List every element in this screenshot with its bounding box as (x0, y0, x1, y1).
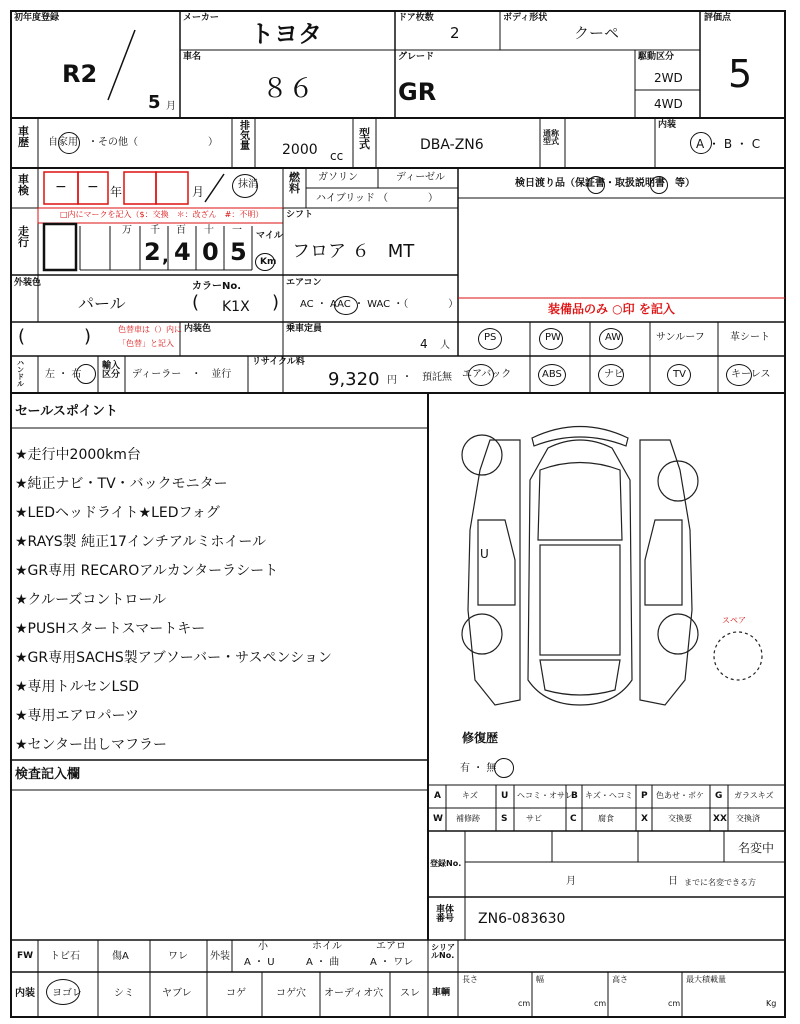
mileage-digit: 0 (202, 238, 219, 266)
equip-abs: ABS (542, 369, 562, 380)
sales-point: ★GR専用SACHS製アブソーバー・サスペンション (15, 650, 332, 666)
legend-desc: 交換要 (668, 814, 692, 823)
interior-item: コゲ穴 (276, 988, 306, 999)
legend-code: XX (713, 814, 727, 824)
aircon-value: AC ・ AAC ・ WAC ・（ ） (300, 299, 459, 310)
first-reg-label: 初年度登録 (14, 13, 60, 23)
interior-item: コゲ (226, 988, 246, 999)
history-value: 自家用 ・その他（ ） (48, 137, 218, 148)
sales-point: ★RAYS製 純正17インチアルミホイール (15, 534, 267, 550)
legend-code: P (641, 791, 648, 801)
score-value: 5 (728, 52, 753, 96)
shift-label: シフト (286, 210, 314, 220)
car-name-label: 車名 (183, 52, 202, 62)
maker-label: メーカー (183, 13, 219, 23)
fuel-diesel: ディーゼル (396, 172, 445, 183)
sales-point: ★純正ナビ・TV・バックモニター (15, 476, 228, 492)
exterior-aero-label: エアロ (376, 941, 406, 952)
interior-item: シミ (114, 988, 134, 999)
exterior-small-label: 小 (258, 941, 268, 952)
insp-dash-1: − (55, 179, 67, 195)
name-change: 名変中 (738, 841, 775, 855)
color-change-note1: 色替車は（）内に (118, 325, 182, 334)
equip-pw: PW (545, 332, 561, 343)
sales-title: セールスポイント (15, 404, 118, 419)
chassis-value: ZN6-083630 (478, 911, 566, 927)
height-unit: cm (668, 999, 681, 1008)
fuel-label: 燃料 (289, 171, 300, 195)
exterior-color-label: 外装色 (14, 278, 42, 288)
capacity-value: 4 (420, 337, 428, 351)
insp-dash-2: − (87, 179, 99, 195)
mileage-note: □内にマークを記入（$：交換 ＊：改ざん #：不明） (60, 210, 264, 219)
sales-point: ★クルーズコントロール (15, 592, 167, 608)
displacement-value: 2000 (282, 142, 318, 158)
fw-item: ワレ (168, 951, 188, 962)
place-ju: 十 (204, 225, 214, 236)
score-label: 評価点 (704, 13, 732, 23)
color-no-label: カラーNo. (192, 281, 242, 292)
legend-code: U (501, 791, 509, 801)
exterior-small-value: A ・ U (244, 957, 275, 968)
mileage-digit: 5 (230, 238, 247, 266)
equip-aw: AW (605, 332, 622, 343)
inspection-label: 車検 (18, 173, 29, 197)
registration-label: 登録No. (430, 859, 462, 868)
chassis-label: 車体番号 (436, 905, 455, 924)
legend-code: S (501, 814, 508, 824)
color-no-open: ( (192, 292, 200, 313)
fw-item: 傷A (112, 951, 129, 962)
color-change-note2: 「色替」と記入 (118, 339, 174, 348)
fw-label: FW (17, 951, 34, 961)
damage-mark-u: U (480, 547, 489, 561)
exterior-label: 外装 (210, 951, 230, 962)
interior-grades: A ・ B ・ C (696, 137, 761, 151)
legend-desc: 交換済 (736, 814, 760, 823)
drive-2wd: 2WD (654, 71, 683, 85)
sales-point: ★GR専用 RECAROアルカンターラシート (15, 563, 279, 579)
legend-desc: 色あせ・ボケ (656, 791, 704, 800)
color-no-value: K1X (222, 299, 250, 315)
interior-item: ヤブレ (162, 988, 192, 999)
mileage-digit: 4 (174, 238, 191, 266)
import-label: 輸入区分 (102, 361, 121, 380)
equip-keyless: キーレス (731, 369, 771, 380)
sales-point: ★専用エアロパーツ (15, 708, 139, 724)
height-label: 高さ (612, 975, 628, 984)
legend-desc: 腐食 (598, 814, 614, 823)
body-value: クーペ (574, 24, 620, 42)
legend-desc: 補修跡 (456, 814, 480, 823)
length-unit: cm (518, 999, 531, 1008)
color-no-close: ) (272, 292, 280, 313)
docs-label: 検日渡り品（保証書・取扱説明書 等） (515, 178, 695, 189)
place-sen: 千 (150, 225, 160, 236)
interior-item: ヨゴレ (52, 988, 82, 999)
length-label: 長さ (462, 975, 478, 984)
width-label: 幅 (536, 975, 544, 984)
model-label: 型式 (359, 127, 370, 151)
legend-code: A (434, 791, 441, 801)
equip-leather: 革シート (730, 332, 770, 343)
legend-desc: キズ (462, 791, 478, 800)
interior-color-label: 内装色 (184, 324, 212, 334)
fuel-hybrid: ハイブリッド (316, 193, 375, 204)
interior-dirt-mark (46, 979, 80, 1005)
sales-point: ★LEDヘッドライト★LEDフォグ (15, 505, 220, 521)
damage-legend (428, 785, 785, 831)
doors-value: 2 (450, 24, 460, 42)
inspection-notes-title: 検査記入欄 (15, 767, 81, 782)
capacity-unit: 人 (440, 340, 450, 351)
history-label: 車歴 (18, 125, 29, 149)
displacement-unit: cc (330, 149, 344, 163)
doors-label: ドア枚数 (398, 13, 434, 23)
recycle-unit: 円 (387, 375, 397, 386)
sales-point: ★PUSHスタートスマートキー (15, 621, 206, 637)
legend-code: W (433, 814, 443, 824)
legend-desc: ガラスキズ (734, 791, 774, 800)
inspection-year-label: 年 (110, 185, 123, 199)
first-reg-era: R2 (62, 60, 98, 88)
color-change-close: ) (84, 326, 92, 347)
dims-label: 車輌 (432, 988, 451, 998)
interior-bottom-label: 内装 (15, 988, 35, 999)
drive-label: 駆動区分 (638, 52, 675, 62)
mileage-digit: 2 (144, 238, 161, 266)
import-value: ディーラー ・ 並行 (132, 369, 232, 380)
handle-value: 左 ・ 右 (45, 369, 82, 380)
registration-deadline: までに名変できる方 (684, 878, 756, 887)
equip-ps: PS (484, 332, 497, 343)
sales-point: ★走行中2000km台 (15, 447, 141, 463)
repair-value: 有 ・ 無 (460, 763, 497, 774)
equip-tv: TV (673, 369, 686, 380)
legend-code: X (641, 814, 648, 824)
grade-value: GR (398, 78, 437, 106)
legend-code: G (715, 791, 723, 801)
month-suffix: 月 (166, 101, 176, 112)
exterior-wheel-value: A ・ 曲 (306, 957, 340, 968)
registration-day: 日 (668, 876, 678, 887)
car-name-value: ８６ (262, 74, 315, 104)
mileage-label: 走行 (18, 225, 29, 249)
registration-month: 月 (566, 876, 576, 887)
legend-desc: サビ (526, 814, 542, 823)
displacement-label: 排気量 (240, 121, 250, 152)
mile-label: マイル (256, 231, 283, 241)
handle-label: ハンドル (17, 359, 24, 388)
legend-code: B (571, 791, 578, 801)
fw-item: トビ石 (50, 951, 80, 962)
legend-desc: キズ・ヘコミ (585, 791, 633, 800)
grade-label: グレード (398, 52, 435, 62)
repair-mark (494, 758, 514, 778)
recycle-label: リサイクル料 (252, 357, 305, 367)
width-unit: cm (594, 999, 607, 1008)
place-man: 万 (122, 225, 132, 236)
capacity-label: 乗車定員 (286, 324, 323, 334)
max-load-unit: Kg (766, 999, 777, 1008)
drive-4wd: 4WD (654, 97, 683, 111)
exterior-color-value: パール (78, 294, 126, 313)
equip-airbag: エアバック (462, 369, 512, 380)
maker-value: トヨタ (250, 20, 322, 48)
equip-sunroof: サンルーフ (656, 332, 705, 343)
place-ichi: 一 (232, 225, 242, 236)
serial-label: シリアルNo. (431, 943, 455, 960)
interior-label: 内装 (658, 120, 677, 130)
body-label: ボディ形状 (503, 13, 548, 23)
interior-item: オーディオ穴 (324, 988, 384, 999)
place-hyaku: 百 (176, 225, 186, 236)
first-reg-month: 5 (148, 92, 161, 113)
color-change-open: ( (18, 326, 26, 347)
max-load-label: 最大積載量 (686, 975, 726, 984)
exterior-wheel-label: ホイル (312, 941, 342, 952)
sales-point: ★センター出しマフラー (15, 737, 167, 753)
recycle-value: 9,320 (328, 369, 380, 390)
shift-value: フロア ６ MT (292, 241, 415, 262)
interior-item: スレ (400, 988, 420, 999)
legend-code: C (570, 814, 577, 824)
sales-point: ★専用トルセンLSD (15, 679, 140, 695)
aircon-label: エアコン (286, 278, 322, 288)
equip-navi: ナビ (604, 369, 624, 380)
expired-label: 抹消 (238, 179, 258, 190)
recycle-status: ・ 預託無 (402, 372, 452, 383)
km-label: Km (260, 257, 277, 267)
inspection-month-label: 月 (192, 185, 205, 199)
model-value: DBA-ZN6 (420, 137, 484, 153)
mileage-comma: , (162, 246, 169, 267)
spare-label: スペア (722, 616, 746, 625)
fuel-gasoline: ガソリン (318, 172, 358, 183)
equip-title: 装備品のみ ○印 を記入 (548, 302, 675, 316)
fuel-other: （ ） (378, 193, 438, 204)
repair-label: 修復歴 (462, 731, 499, 745)
exterior-aero-value: A ・ ワレ (370, 957, 414, 968)
legend-desc: ヘコミ・オサレ (517, 791, 573, 800)
common-model-label: 通称型式 (543, 129, 559, 146)
